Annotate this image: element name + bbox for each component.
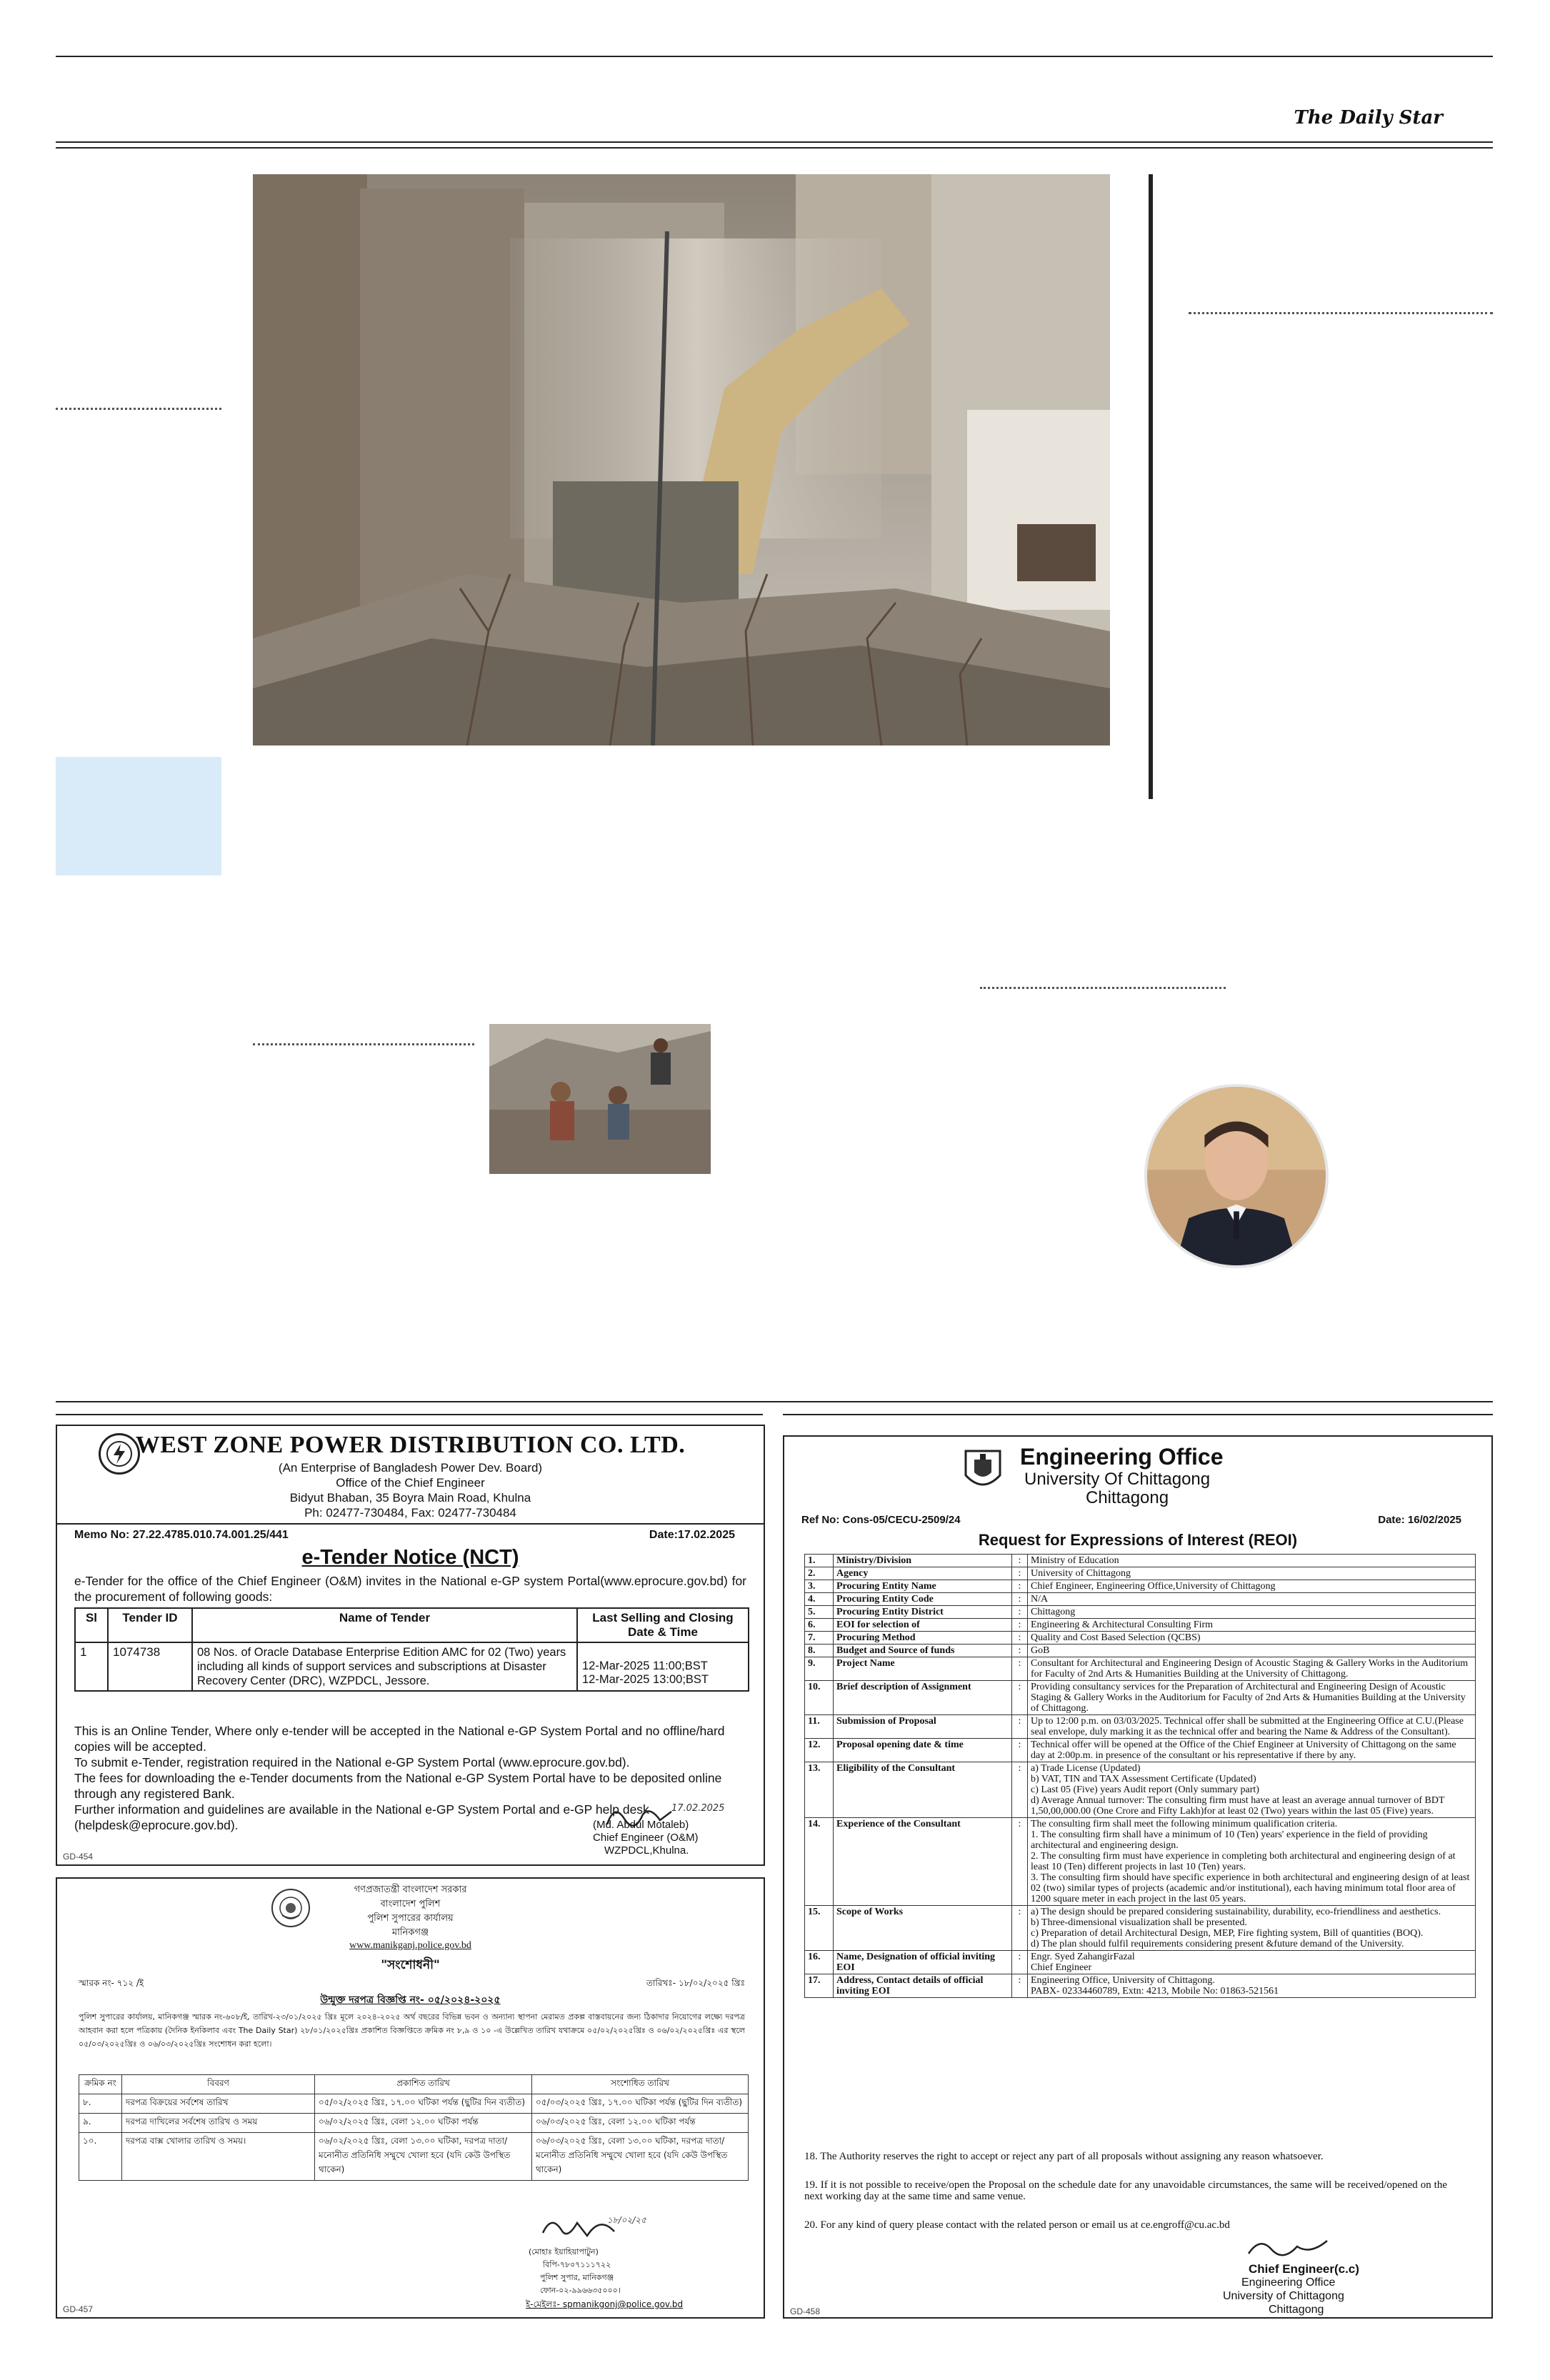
reoi-row-colon: :	[1012, 1619, 1028, 1632]
reoi-row	[805, 1555, 1476, 1567]
reoi-ad	[783, 1435, 1493, 2319]
reoi-row-colon: :	[1012, 1951, 1028, 1974]
reoi-row-colon: :	[1012, 1632, 1028, 1645]
cell-dates	[577, 1642, 749, 1691]
row-serial: ৯.	[79, 2114, 122, 2133]
masthead: The Daily Star	[1294, 107, 1443, 129]
reoi-note-20: 20. For any kind of query please contact with the related person or email us at ce.engroff@cu.ac.bd	[804, 2219, 1230, 2231]
reoi-row	[805, 1593, 1476, 1606]
header-rule-2	[56, 147, 1493, 149]
reoi-row-value: Engineering Office, University of Chittagong. PABX- 02334460789, Extn: 4213, Mobile No: 01863-521561	[1028, 1974, 1476, 1998]
university-logo	[963, 1447, 1003, 1494]
reoi-row-value: a) Trade License (Updated) b) VAT, TIN and TAX Assessment Certificate (Updated) c) Last 05 (Five) years Audit report (Only summary part) d) Average Annual turnover: The consulting firm must have at least an average annual turnover of BDT 1,50,00,000.00 (One Crore and Fifty Lakh)for at least 02 (Two) years within the last 05 (Five) years.	[1028, 1762, 1476, 1818]
reoi-row-number: 5.	[805, 1606, 834, 1619]
ads-top-rule	[56, 1401, 1493, 1402]
reoi-row-colon: :	[1012, 1715, 1028, 1739]
reoi-row-value: N/A	[1028, 1593, 1476, 1606]
reoi-row-number: 14.	[805, 1818, 834, 1906]
reoi-row-value: Up to 12:00 p.m. on 03/03/2025. Technical offer shall be submitted at the Engineering Office at C.U.(Please seal envelope, duly marking it as the technical offer and bearing the Name & Address of the Consultant).	[1028, 1715, 1476, 1739]
reoi-row-value: Chief Engineer, Engineering Office,University of Chittagong	[1028, 1580, 1476, 1593]
row-serial: ১০.	[79, 2133, 122, 2181]
reoi-signer-2: Engineering Office	[1241, 2276, 1336, 2289]
reoi-row-value: Quality and Cost Based Selection (QCBS)	[1028, 1632, 1476, 1645]
reoi-row-colon: :	[1012, 1762, 1028, 1818]
reoi-row-value: The consulting firm shall meet the following minimum qualification criteria. 1. The consulting firm shall have a minimum of 10 (Ten) years' experience in the field of providing architectural and engineering design. 2. The consulting firm must have experience in completing both architectural and engineering design of at least 10 (Ten) different projects in last 10 (Ten) years. 3. The consulting firm should have specific experience in both architectural and engineering design of at least 02 (two) similar types of projects (academic and/or institutional), each having minimum total floor area of 1200 square meter in each project in the last 05 years.	[1028, 1818, 1476, 1906]
left-column-divider	[56, 408, 221, 410]
reoi-note-18: 18. The Authority reserves the right to accept or reject any part of all proposals without assigning any reason whatsoever.	[804, 2151, 1324, 2162]
reoi-row-number: 8.	[805, 1645, 834, 1657]
left-ad-placeholder	[56, 757, 221, 875]
reoi-row	[805, 1715, 1476, 1739]
reoi-row-key: Project Name	[834, 1657, 1012, 1681]
portrait-photo	[1144, 1084, 1329, 1268]
wzpdc-signer-title: Chief Engineer (O&M)	[593, 1832, 699, 1844]
police-signer-4: ফোন-০২-৯৯৬৬৩৫০০০।	[540, 2286, 621, 2295]
reoi-row-colon: :	[1012, 1555, 1028, 1567]
reoi-row-number: 11.	[805, 1715, 834, 1739]
table-row	[79, 2094, 749, 2114]
wzpdc-notice-title: e-Tender Notice (NCT)	[301, 1546, 519, 1569]
row-desc: দরপত্র দাখিলের সর্বশেষ তারিখ ও সময়	[122, 2114, 315, 2133]
table-row	[75, 1642, 749, 1691]
reoi-row-colon: :	[1012, 1567, 1028, 1580]
wzpdc-sig-date: 17.02.2025	[671, 1803, 725, 1814]
reoi-university: University Of Chittagong	[1024, 1470, 1211, 1489]
reoi-row-key: Address, Contact details of official inviting EOI	[834, 1974, 1012, 1998]
reoi-row-value: University of Chittagong	[1028, 1567, 1476, 1580]
col-name: Name of Tender	[192, 1608, 577, 1642]
reoi-row	[805, 1632, 1476, 1645]
reoi-row	[805, 1645, 1476, 1657]
table-row	[79, 2133, 749, 2181]
reoi-row-key: Eligibility of the Consultant	[834, 1762, 1012, 1818]
police-email: ই-মেইলঃ- spmanikgonj@police.gov.bd	[526, 2299, 684, 2309]
reoi-row-colon: :	[1012, 1580, 1028, 1593]
reoi-row-key: Agency	[834, 1567, 1012, 1580]
reoi-row	[805, 1580, 1476, 1593]
police-body: পুলিশ সুপারের কার্যালয়, মানিকগঞ্জ স্মারক নং-৬০৮/ই, তারিখ-২৩/০১/২০২৫ খ্রিঃ মূলে ২০২৪-২০২৫ অর্থ বছরের বিভিন্ন ভবন ও অন্যান্য স্থাপনা মেরামত প্রকল্প বাস্তবায়নের জন্য ঠিকাদার নিয়োগের লক্ষ্যে দরপত্র আহবান করা হলে পত্রিকায় (দৈনিক ইনকিলাব এবং The Daily Star) ২৮/০১/২০২৫খ্রিঃ প্রকাশিত বিজ্ঞপ্তিতে ক্রমিক নং ৮,৯ ও ১০ -এ উল্লেখিত তারিখ যথাক্রমে ০৫/০২/২০২৫খ্রিঃ ও ০৬/০২/২০২৫খ্রিঃ এর স্থলে ০৫/০৩/২০২৫খ্রিঃ ও ০৬/০৩/২০২৫খ্রিঃ সংশোধন করা হলো।	[79, 2012, 745, 2049]
police-header-1: গণপ্রজাতন্ত্রী বাংলাদেশ সরকার	[354, 1884, 467, 1895]
reoi-signer-1: Chief Engineer(c.c)	[1249, 2262, 1359, 2276]
mid-divider-right	[980, 987, 1226, 989]
reoi-row-number: 10.	[805, 1681, 834, 1715]
col-serial: ক্রমিক নং	[79, 2075, 122, 2094]
reoi-row-value: a) The design should be prepared considering sustainability, durability, eco-friendliness and aesthetics. b) Three-dimensional visualization shall be presented. c) Preparation of detail Architectural Design, MEP, Fire fighting system, Bill of quantities (BOQ). d) The plan should fulfil requirements considering present &future demand of the University.	[1028, 1906, 1476, 1951]
reoi-date: Date: 16/02/2025	[1378, 1514, 1461, 1526]
right-column-bar	[1149, 174, 1153, 799]
reoi-row	[805, 1974, 1476, 1998]
reoi-signature	[1241, 2234, 1349, 2262]
reoi-row-value: Consultant for Architectural and Engineering Design of Acoustic Staging & Gallery Works in the Auditorium for Faculty of 2nd Arts & Humanities Building at the University of Chittagong.	[1028, 1657, 1476, 1681]
police-signer-2: বিপি-৭৮০৭১১১৭২২	[543, 2260, 611, 2269]
cell-name: 08 Nos. of Oracle Database Enterprise Edition AMC for 02 (Two) years including all kinds of support services and subscriptions at Disaster Recovery Center (DRC), WZPDCL, Jessore.	[192, 1642, 577, 1691]
reoi-row-number: 15.	[805, 1906, 834, 1951]
police-ad-code: GD-457	[63, 2304, 94, 2314]
wzpdc-intro: e-Tender for the office of the Chief Engineer (O&M) invites in the National e-GP system Portal(www.eprocure.gov.bd) for the procurement of following goods:	[74, 1574, 746, 1604]
reoi-row-key: Procuring Entity Name	[834, 1580, 1012, 1593]
row-desc: দরপত্র বাক্স খোলার তারিখ ও সময়।	[122, 2133, 315, 2181]
police-signer-3: পুলিশ সুপার, মানিকগঞ্জ	[540, 2273, 614, 2282]
wzpdc-tender-ad	[56, 1425, 765, 1866]
cell-sl: 1	[75, 1642, 108, 1691]
header-rule-1	[56, 141, 1493, 143]
row-desc: দরপত্র বিক্রয়ের সর্বশেষ তারিখ	[122, 2094, 315, 2114]
reoi-row-colon: :	[1012, 1681, 1028, 1715]
police-table	[79, 2074, 749, 2181]
reoi-row-colon: :	[1012, 1974, 1028, 1998]
main-photo	[253, 174, 1110, 745]
reoi-row-value: Engineering & Architectural Consulting Firm	[1028, 1619, 1476, 1632]
police-date: তারিখঃ- ১৮/০২/২০২৫ খ্রিঃ	[646, 1978, 745, 1988]
police-header-4: মানিকগঞ্জ	[391, 1927, 429, 1938]
wzpdc-memo: Memo No: 27.22.4785.010.74.001.25/441	[74, 1529, 289, 1541]
reoi-row-key: Budget and Source of funds	[834, 1645, 1012, 1657]
reoi-row	[805, 1739, 1476, 1762]
reoi-row-number: 3.	[805, 1580, 834, 1593]
wzpdc-tender-table	[74, 1607, 749, 1692]
row-revised: ০৬/০৩/২০২৫ খ্রিঃ, বেলা ১২.০০ ঘটিকা পর্যন্ত	[532, 2114, 749, 2133]
row-revised: ০৬/০৩/২০২৫ খ্রিঃ, বেলা ১৩.০০ ঘটিকা, দরপত্র দাতা/মনোনীত প্রতিনিধি সম্মুখে খোলা হবে (যদি কেউ উপস্থিত থাকেন)	[532, 2133, 749, 2181]
col-published: প্রকাশিত তারিখ	[315, 2075, 532, 2094]
mid-divider-left	[253, 1043, 474, 1045]
closing-date-1: 12-Mar-2025 11:00;BST	[582, 1660, 708, 1672]
reoi-row-key: Experience of the Consultant	[834, 1818, 1012, 1906]
police-website: www.manikganj.police.gov.bd	[349, 1940, 471, 1951]
right-column-divider	[1189, 312, 1493, 314]
police-header-2: বাংলাদেশ পুলিশ	[380, 1899, 441, 1909]
reoi-row-number: 4.	[805, 1593, 834, 1606]
reoi-table	[804, 1554, 1476, 1998]
reoi-row-number: 2.	[805, 1567, 834, 1580]
cell-id: 1074738	[108, 1642, 192, 1691]
reoi-row	[805, 1606, 1476, 1619]
reoi-row-key: Procuring Entity Code	[834, 1593, 1012, 1606]
reoi-row-key: EOI for selection of	[834, 1619, 1012, 1632]
wzpdc-signer-name: (Md. Abdul Motaleb)	[593, 1819, 689, 1831]
wzpdc-header-rule	[57, 1523, 764, 1525]
reoi-row-colon: :	[1012, 1606, 1028, 1619]
police-header-3: পুলিশ সুপারের কার্যালয়	[367, 1913, 454, 1924]
reoi-row-value: Technical offer will be opened at the Office of the Chief Engineer at University of Chittagong on the same day at 2:00p.m. in presence of the consultant or his representative if there by any.	[1028, 1739, 1476, 1762]
wzpdc-para-2: To submit e-Tender, registration required in the National e-GP System Portal (www.eprocure.gov.bd).	[74, 1755, 630, 1769]
police-sig-date: ১৮/০২/২৫	[607, 2215, 646, 2225]
closing-date-2: 12-Mar-2025 13:00;BST	[582, 1673, 709, 1686]
row-published: ০৬/০২/২০২৫ খ্রিঃ, বেলা ১৩.০০ ঘটিকা, দরপত্র দাতা/মনোনীত প্রতিনিধি সম্মুখে খোলা হবে (যদি কেউ উপস্থিত থাকেন)	[315, 2133, 532, 2181]
reoi-row-key: Procuring Entity District	[834, 1606, 1012, 1619]
reoi-row-number: 6.	[805, 1619, 834, 1632]
reoi-row	[805, 1681, 1476, 1715]
reoi-row	[805, 1762, 1476, 1818]
reoi-row-number: 17.	[805, 1974, 834, 1998]
reoi-row-number: 16.	[805, 1951, 834, 1974]
reoi-row-key: Proposal opening date & time	[834, 1739, 1012, 1762]
police-title: "সংশোধনী"	[381, 1958, 440, 1972]
reoi-row	[805, 1951, 1476, 1974]
row-published: ০৬/০২/২০২৫ খ্রিঃ, বেলা ১২.০০ ঘটিকা পর্যন্ত	[315, 2114, 532, 2133]
police-subtitle: উন্মুক্ত দরপত্র বিজ্ঞপ্তি নং- ০৫/২০২৪-২০২৫	[320, 1994, 501, 2006]
wzpdc-date: Date:17.02.2025	[649, 1529, 735, 1541]
wzpdc-signer-office: WZPDCL,Khulna.	[604, 1844, 689, 1857]
small-photo	[489, 1024, 711, 1174]
reoi-row-number: 7.	[805, 1632, 834, 1645]
top-rule	[56, 56, 1493, 57]
wzpdc-para-1: This is an Online Tender, Where only e-tender will be accepted in the National e-GP System Portal and no offline/hard copies will be accepted.	[74, 1724, 725, 1754]
reoi-row-value: Providing consultancy services for the Preparation of Architectural and Engineering Design of Acoustic Staging & Gallery Works in the Auditorium for Faculty of 2nd Arts & Humanities Building at the University of Chittagong.	[1028, 1681, 1476, 1715]
reoi-row-number: 1.	[805, 1555, 834, 1567]
reoi-row	[805, 1567, 1476, 1580]
reoi-ref: Ref No: Cons-05/CECU-2509/24	[801, 1514, 961, 1526]
reoi-row-number: 12.	[805, 1739, 834, 1762]
reoi-row-colon: :	[1012, 1593, 1028, 1606]
reoi-row-key: Procuring Method	[834, 1632, 1012, 1645]
reoi-row-colon: :	[1012, 1645, 1028, 1657]
wzpdc-subtitle-3: Bidyut Bhaban, 35 Boyra Main Road, Khulna	[289, 1491, 531, 1505]
wzpdc-company-name: WEST ZONE POWER DISTRIBUTION CO. LTD.	[135, 1432, 686, 1458]
reoi-note-19: 19. If it is not possible to receive/open the Proposal on the schedule date for any unavoidable circumstances, the same will be received/opened on the next working day at the same time and same venue.	[804, 2179, 1447, 2202]
row-serial: ৮.	[79, 2094, 122, 2114]
reoi-row	[805, 1906, 1476, 1951]
reoi-row-key: Submission of Proposal	[834, 1715, 1012, 1739]
reoi-row	[805, 1818, 1476, 1906]
police-tender-ad	[56, 1877, 765, 2319]
table-row	[79, 2114, 749, 2133]
wzpdc-ad-code: GD-454	[63, 1852, 94, 1862]
row-revised: ০৫/০৩/২০২৫ খ্রিঃ, ১৭.০০ ঘটিকা পর্যন্ত (ছুটির দিন ব্যতীত)	[532, 2094, 749, 2114]
reoi-row	[805, 1619, 1476, 1632]
police-memo: স্মারক নং- ৭১২ /ই	[79, 1978, 144, 1988]
col-revised: সংশোধিত তারিখ	[532, 2075, 749, 2094]
col-sl: Sl	[75, 1608, 108, 1642]
wzpdc-para-3: The fees for downloading the e-Tender documents from the National e-GP System Portal have to be deposited online through any registered Bank.	[74, 1771, 722, 1801]
reoi-row-number: 13.	[805, 1762, 834, 1818]
reoi-row-colon: :	[1012, 1818, 1028, 1906]
reoi-signer-3: University of Chittagong	[1223, 2290, 1344, 2302]
reoi-signer-4: Chittagong	[1269, 2304, 1324, 2316]
row-published: ০৫/০২/২০২৫ খ্রিঃ, ১৭.০০ ঘটিকা পর্যন্ত (ছুটির দিন ব্যতীত)	[315, 2094, 532, 2114]
ads-second-rule-right	[783, 1414, 1493, 1415]
reoi-row-key: Ministry/Division	[834, 1555, 1012, 1567]
reoi-row	[805, 1657, 1476, 1681]
reoi-ad-code: GD-458	[790, 2306, 821, 2316]
reoi-row-value: Engr. Syed ZahangirFazal Chief Engineer	[1028, 1951, 1476, 1974]
reoi-row-value: GoB	[1028, 1645, 1476, 1657]
reoi-city: Chittagong	[1086, 1488, 1169, 1507]
ads-second-rule-left	[56, 1414, 763, 1415]
col-tender-id: Tender ID	[108, 1608, 192, 1642]
reoi-row-key: Scope of Works	[834, 1906, 1012, 1951]
wzpdc-subtitle-2: Office of the Chief Engineer	[336, 1476, 485, 1490]
reoi-row-colon: :	[1012, 1657, 1028, 1681]
reoi-org: Engineering Office	[1020, 1444, 1224, 1470]
reoi-row-value: Ministry of Education	[1028, 1555, 1476, 1567]
police-signer-1: (মোহাঃ ইয়াহিয়াপাটুন)	[529, 2247, 599, 2256]
reoi-row-colon: :	[1012, 1739, 1028, 1762]
col-desc: বিবরণ	[122, 2075, 315, 2094]
reoi-row-key: Brief description of Assignment	[834, 1681, 1012, 1715]
reoi-row-value: Chittagong	[1028, 1606, 1476, 1619]
wzpdc-para-4: Further information and guidelines are available in the National e-GP System Portal and e-GP help desk (helpdesk@eprocure.gov.bd).	[74, 1802, 649, 1832]
wzpdc-subtitle-4: Ph: 02477-730484, Fax: 02477-730484	[304, 1506, 516, 1520]
reoi-title: Request for Expressions of Interest (REOI)	[978, 1531, 1298, 1549]
col-closing: Last Selling and Closing Date & Time	[577, 1608, 749, 1642]
reoi-row-key: Name, Designation of official inviting EOI	[834, 1951, 1012, 1974]
reoi-row-colon: :	[1012, 1906, 1028, 1951]
reoi-row-number: 9.	[805, 1657, 834, 1681]
wzpdc-subtitle-1: (An Enterprise of Bangladesh Power Dev. Board)	[278, 1461, 543, 1475]
